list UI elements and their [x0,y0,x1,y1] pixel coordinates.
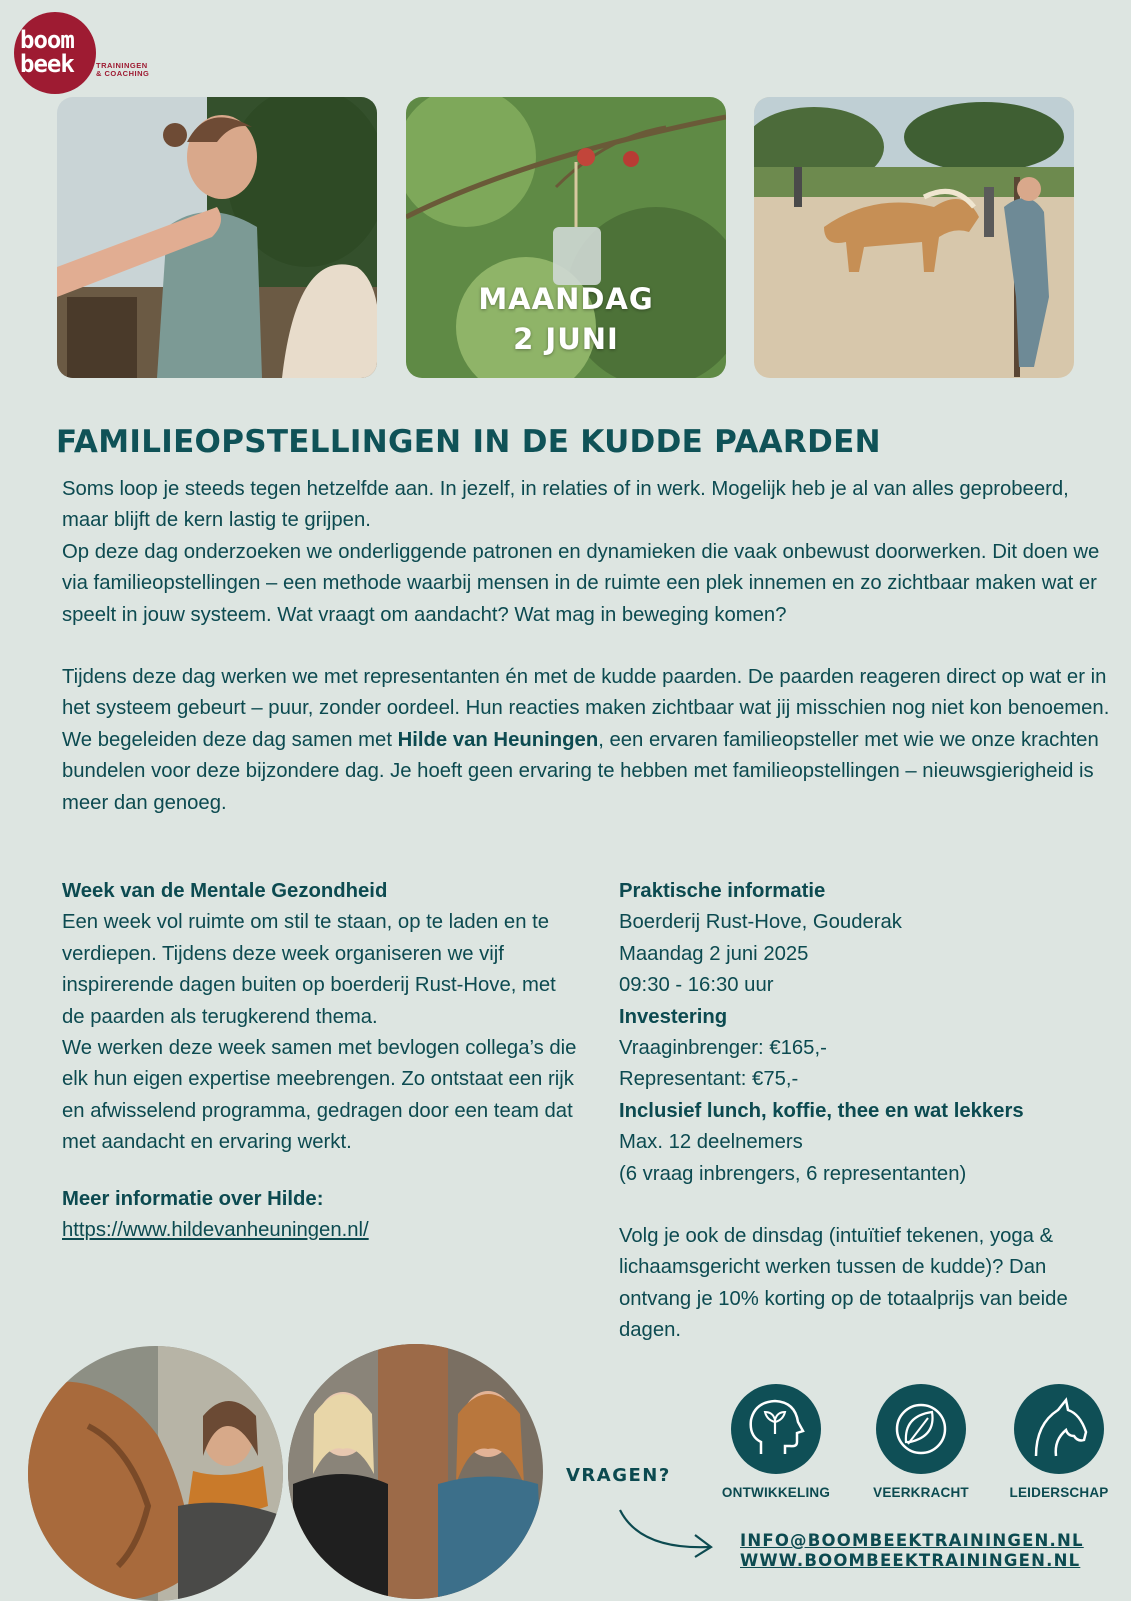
arrow-right-icon [615,1505,720,1560]
price-representative: Representant: €75,- [619,1068,799,1091]
inclusive-note: Inclusief lunch, koffie, thee en wat lekkers [619,1099,1024,1122]
photo-horse-arena [754,97,1074,378]
logo-word-beek: beek [20,50,74,78]
logo-word-boom: boom [20,26,74,54]
logo-circle [14,12,96,94]
practical-heading: Praktische informatie [619,880,826,902]
intro-p4-before: We begeleiden deze dag samen met [62,728,398,751]
facilitator-name: Hilde van Heuningen [397,728,599,751]
week-section [62,876,582,1246]
questions-label: VRAGEN? [566,1465,671,1486]
photo-trainers-round [288,1344,543,1599]
photo-lantern-date [406,97,726,378]
practical-location: Boerderij Rust-Hove, Gouderak [619,911,902,934]
photo-woman-shoulder [57,97,377,378]
logo-tagline [96,62,149,78]
intro-paragraph-1: Soms loop je steeds tegen hetzelfde aan. In jezelf, in relaties of in werk. Mogelijk heb je al van alles geprobeerd, maar blijft de kern lastig te grijpen. [62,478,1069,532]
label-resilience: VEERKRACHT [873,1485,969,1500]
logo-tagline-1: TRAININGEN [96,61,148,70]
price-question-giver: Vraaginbrenger: €165,- [619,1037,827,1060]
date-weekday: MAANDAG [478,282,654,316]
max-participants: Max. 12 deelnemers [619,1131,803,1154]
investment-heading: Investering [619,1005,728,1028]
hilde-website-link[interactable]: https://www.hildevanheuningen.nl/ [62,1219,369,1242]
logo-tagline-2: & COACHING [96,69,150,78]
resilience-leaf-icon [876,1384,966,1474]
contact-website-link[interactable]: WWW.BOOMBEEKTRAININGEN.NL [740,1551,1081,1570]
practical-section [619,876,1119,1347]
intro-paragraph-2: Op deze dag onderzoeken we onderliggende patronen en dynamieken die vaak onbewust doorwerken. Dit doen we via familieopstellingen – een methode waarbij mensen in de ruimte een plek innemen en zo zichtbaar maken wat er speelt in jouw systeem. Wat vraagt om aandacht? Wat mag in beweging komen? [62,540,1100,626]
week-paragraph-2: We werken deze week samen met bevlogen collega’s die elk hun eigen expertise meebrengen. Zo ontstaat een rijk en afwisselend programma, gedragen door een team dat met aandacht en ervaring werkt. [62,1037,577,1154]
label-development: ONTWIKKELING [721,1485,831,1500]
more-info-heading: Meer informatie over Hilde: [62,1187,324,1210]
date-day: 2 JUNI [513,322,619,356]
week-heading: Week van de Mentale Gezondheid [62,880,388,902]
contact-info [740,1531,1084,1571]
contact-email-link[interactable]: INFO@BOOMBEEKTRAININGEN.NL [740,1531,1084,1550]
photo-horse-woman-round [28,1346,283,1601]
growth-head-icon [731,1384,821,1474]
practical-time: 09:30 - 16:30 uur [619,974,774,997]
intro-p4-after: , een ervaren familieopsteller met wie we onze krachten bundelen voor deze bijzondere dag. Je hoeft geen ervaring te hebben met familieopstellingen – nieuwsgierigheid is meer dan genoeg. [62,728,1099,814]
date-overlay [406,279,726,359]
intro-text [62,474,1112,819]
leadership-horse-icon [1014,1384,1104,1474]
week-paragraph-1: Een week vol ruimte om stil te staan, op te laden en te verdiepen. Tijdens deze week organiseren we vijf inspirerende dagen buiten op boerderij Rust-Hove, met de paarden als terugkerend thema. [62,911,556,1028]
discount-note: Volg je ook de dinsdag (intuïtief tekenen, yoga & lichaamsgericht werken tussen de kudde)? Dan ontvang je 10% korting op de totaalprijs van beide dagen. [619,1225,1068,1342]
page-title: FAMILIEOPSTELLINGEN IN DE KUDDE PAARDEN [56,424,881,460]
intro-paragraph-4 [62,725,1112,819]
practical-date: Maandag 2 juni 2025 [619,942,809,965]
label-leadership: LEIDERSCHAP [1009,1485,1109,1500]
brand-logo [14,12,164,98]
intro-paragraph-3: Tijdens deze dag werken we met representanten én met de kudde paarden. De paarden reageren direct op wat er in het systeem gebeurt – puur, zonder oordeel. Hun reacties maken zichtbaar wat jij misschien nog niet kon benoemen. [62,666,1110,720]
participant-split: (6 vraag inbrengers, 6 representanten) [619,1162,967,1185]
